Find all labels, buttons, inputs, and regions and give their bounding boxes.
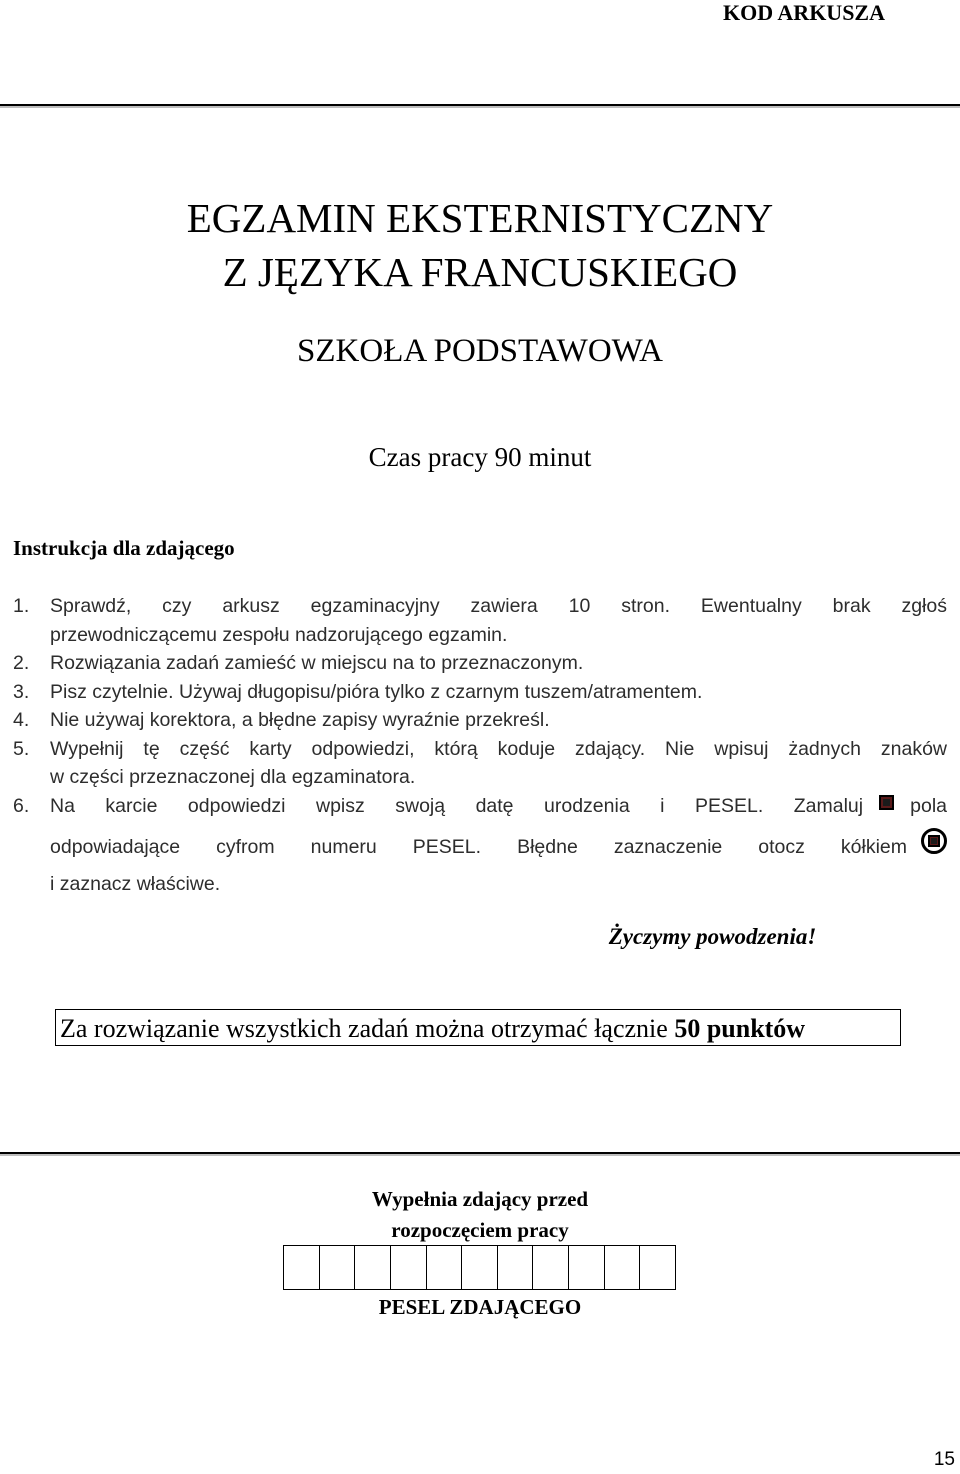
- item-number: 3.: [13, 680, 30, 703]
- pesel-digit-cell[interactable]: [354, 1246, 390, 1289]
- item-text-line1-row: [50, 792, 947, 822]
- max-score-points: 50 punktów: [674, 1014, 806, 1043]
- instruction-item-5: [13, 735, 947, 792]
- item-text-line3: i zaznacz właściwe.: [50, 872, 221, 895]
- top-divider: [0, 104, 960, 106]
- item-text-line1: Wypełnij tę część karty odpowiedzi, którą koduje zdający. Nie wpisuj żadnych znaków: [50, 737, 947, 760]
- fill-instruction-line1: Wypełnia zdający przed: [371, 1187, 589, 1211]
- bottom-divider: [0, 1152, 960, 1154]
- max-score-text: Za rozwiązanie wszystkich zadań można otrzymać łącznie: [60, 1014, 675, 1043]
- max-score-box: [55, 1009, 901, 1046]
- exam-title-line2: Z JĘZYKA FRANCUSKIEGO: [222, 249, 738, 295]
- item-text-line2: przewodniczącemu zespołu nadzorującego egzamin.: [50, 623, 508, 646]
- item-text: Rozwiązania zadań zamieść w miejscu na to przeznaczonym.: [50, 652, 584, 674]
- pesel-digit-cell[interactable]: [604, 1246, 640, 1289]
- instruction-item-6: [13, 792, 947, 899]
- instruction-item-2: [13, 649, 947, 678]
- item-text: Pisz czytelnie. Używaj długopisu/pióra tylko z czarnym tuszem/atramentem.: [50, 680, 703, 703]
- item-number: 2.: [13, 652, 30, 674]
- instruction-item-1: [13, 592, 947, 649]
- pesel-digit-cell[interactable]: [568, 1246, 604, 1289]
- item-number: 4.: [13, 709, 30, 731]
- pesel-label: PESEL ZDAJĄCEGO: [378, 1295, 582, 1319]
- pesel-digit-cell[interactable]: [426, 1246, 462, 1289]
- pesel-digit-cell[interactable]: [284, 1246, 319, 1289]
- exam-duration: Czas pracy 90 minut: [368, 442, 592, 472]
- pesel-digit-cell[interactable]: [532, 1246, 568, 1289]
- item-text-line2: w części przeznaczonej dla egzaminatora.: [50, 766, 416, 788]
- pesel-digit-cell[interactable]: [390, 1246, 426, 1289]
- pesel-digit-cell[interactable]: [319, 1246, 355, 1289]
- fill-instruction-line2: rozpoczęciem pracy: [391, 1218, 569, 1242]
- instruction-item-4: [13, 706, 947, 735]
- school-level: SZKOŁA PODSTAWOWA: [297, 333, 663, 369]
- good-luck-message: Życzymy powodzenia!: [608, 924, 817, 949]
- item-text-line1: Sprawdź, czy arkusz egzaminacyjny zawiera 10 stron. Ewentualny brak zgłoś: [50, 595, 947, 617]
- instructions-list: [13, 592, 947, 898]
- item-number: 6.: [13, 794, 30, 817]
- instructions-heading: Instrukcja dla zdającego: [13, 536, 235, 560]
- pesel-digit-cell[interactable]: [639, 1246, 675, 1289]
- circled-square-icon: [921, 828, 947, 854]
- item-number: 1.: [13, 595, 30, 617]
- pesel-digit-cell[interactable]: [497, 1246, 533, 1289]
- item-text-line2: odpowiadające cyfrom numeru PESEL. Błędne zaznaczenie otocz kółkiem: [50, 836, 907, 859]
- instruction-item-3: [13, 678, 947, 707]
- item-text-line1-end: pola: [910, 795, 947, 818]
- exam-title-line1: EGZAMIN EKSTERNISTYCZNY: [186, 195, 774, 241]
- filled-square-icon: [879, 795, 894, 810]
- pesel-digit-cell[interactable]: [461, 1246, 497, 1289]
- item-text-line2-row: [50, 826, 947, 870]
- item-number: 5.: [13, 737, 30, 760]
- page-number: 15: [933, 1449, 955, 1470]
- item-text-line1: Na karcie odpowiedzi wpisz swoją datę urodzenia i PESEL. Zamaluj: [50, 795, 864, 818]
- pesel-input-grid: [283, 1245, 676, 1290]
- item-text: Nie używaj korektora, a błędne zapisy wyraźnie przekreśl.: [50, 709, 550, 731]
- sheet-code-label: KOD ARKUSZA: [723, 0, 885, 25]
